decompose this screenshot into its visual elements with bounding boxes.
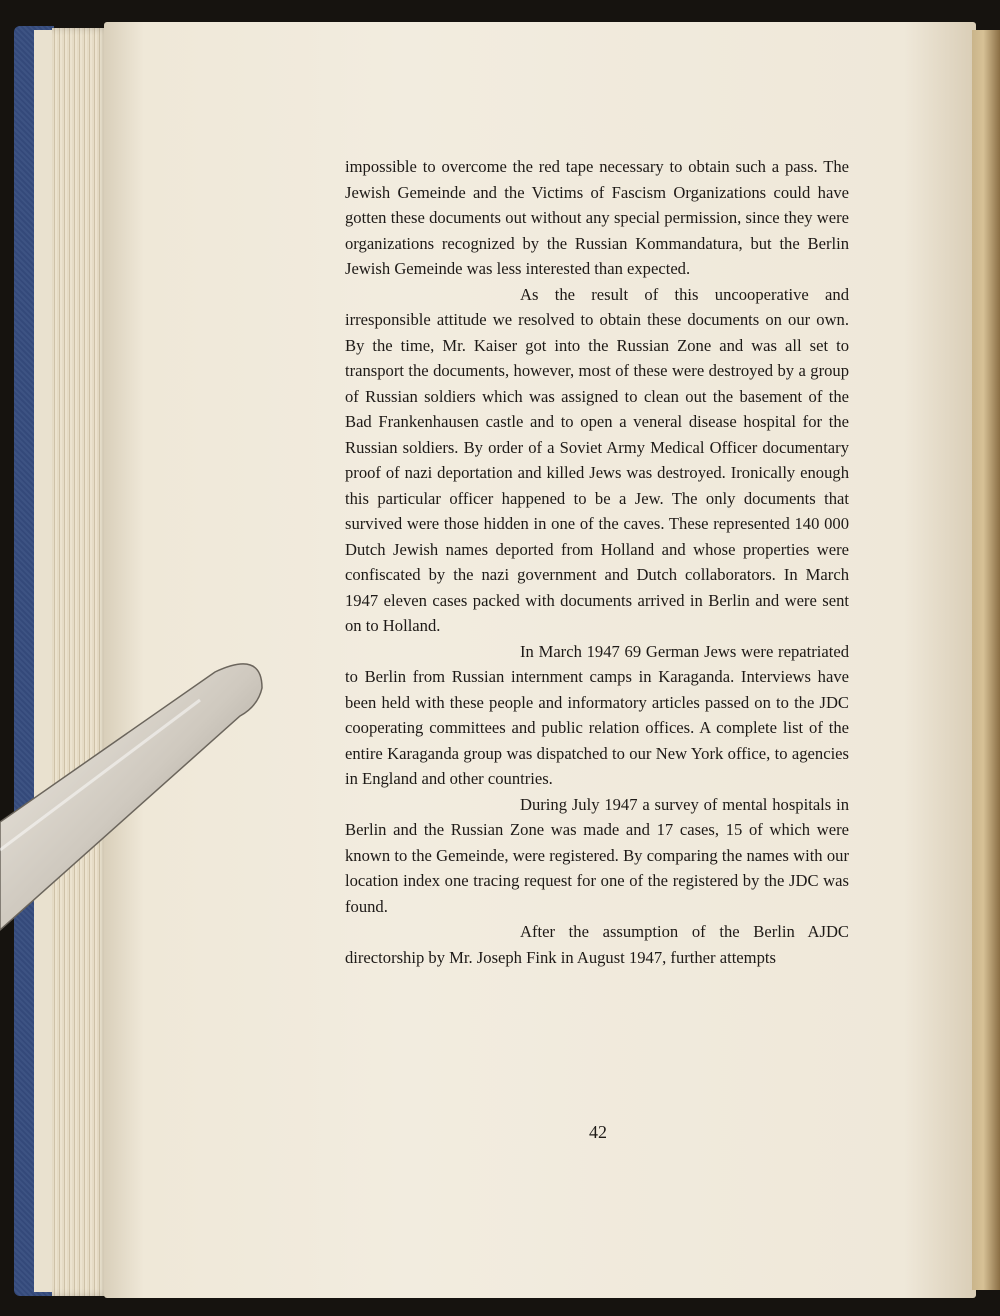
paragraph-2: As the result of this uncooperative and irresponsible attitude we resolved to obtain these documents on our own. By the time, Mr. Kaiser got into the Russian Zone and was all set to transport the documents, however, most of these were destroyed by a group of Russian soldiers which was assigned to clean out the basement of the Bad Frankenhausen castle and to open a veneral disease hospital for the Russian soldiers. By order of a Soviet Army Medical Officer documentary proof of nazi deportation and killed Jews was destroyed. Ironically enough this particular officer happened to be a Jew. The only documents that survived were those hidden in one of the caves. These represented 140 000 Dutch Jewish names deported from Holland and whose properties were confiscated by the nazi government and Dutch collaborators. In March 1947 eleven cases packed with documents arrived in Berlin and were sent on to Holland. (345, 284, 849, 635)
paragraph-4: During July 1947 a survey of mental hospitals in Berlin and the Russian Zone was made and 17 cases, 15 of which were known to the Gemeinde, were registered. By comparing the names with our location index one tracing request for one of the registered by the JDC was found. (345, 794, 849, 916)
page-number: 42 (589, 1122, 607, 1142)
paragraph-1: impossible to overcome the red tape necessary to obtain such a pass. The Jewish Gemeinde and the Victims of Fascism Organizations could have gotten these documents out without any special permission, since they were organizations recognized by the Russian Kommandatura, but the Berlin Jewish Gemeinde was less interested than expected. (345, 157, 849, 278)
paragraph-3: In March 1947 69 German Jews were repatriated to Berlin from Russian internment camps in Karaganda. Interviews have been held with these people and informatory articles passed on to the JDC cooperating committees and public relation offices. A complete list of the entire Karaganda group was dispatched to our New York office, to agencies in England and other countries. (345, 641, 849, 788)
paragraph-5: After the assumption of the Berlin AJDC directorship by Mr. Joseph Fink in August 1947, further attempts (345, 922, 849, 967)
